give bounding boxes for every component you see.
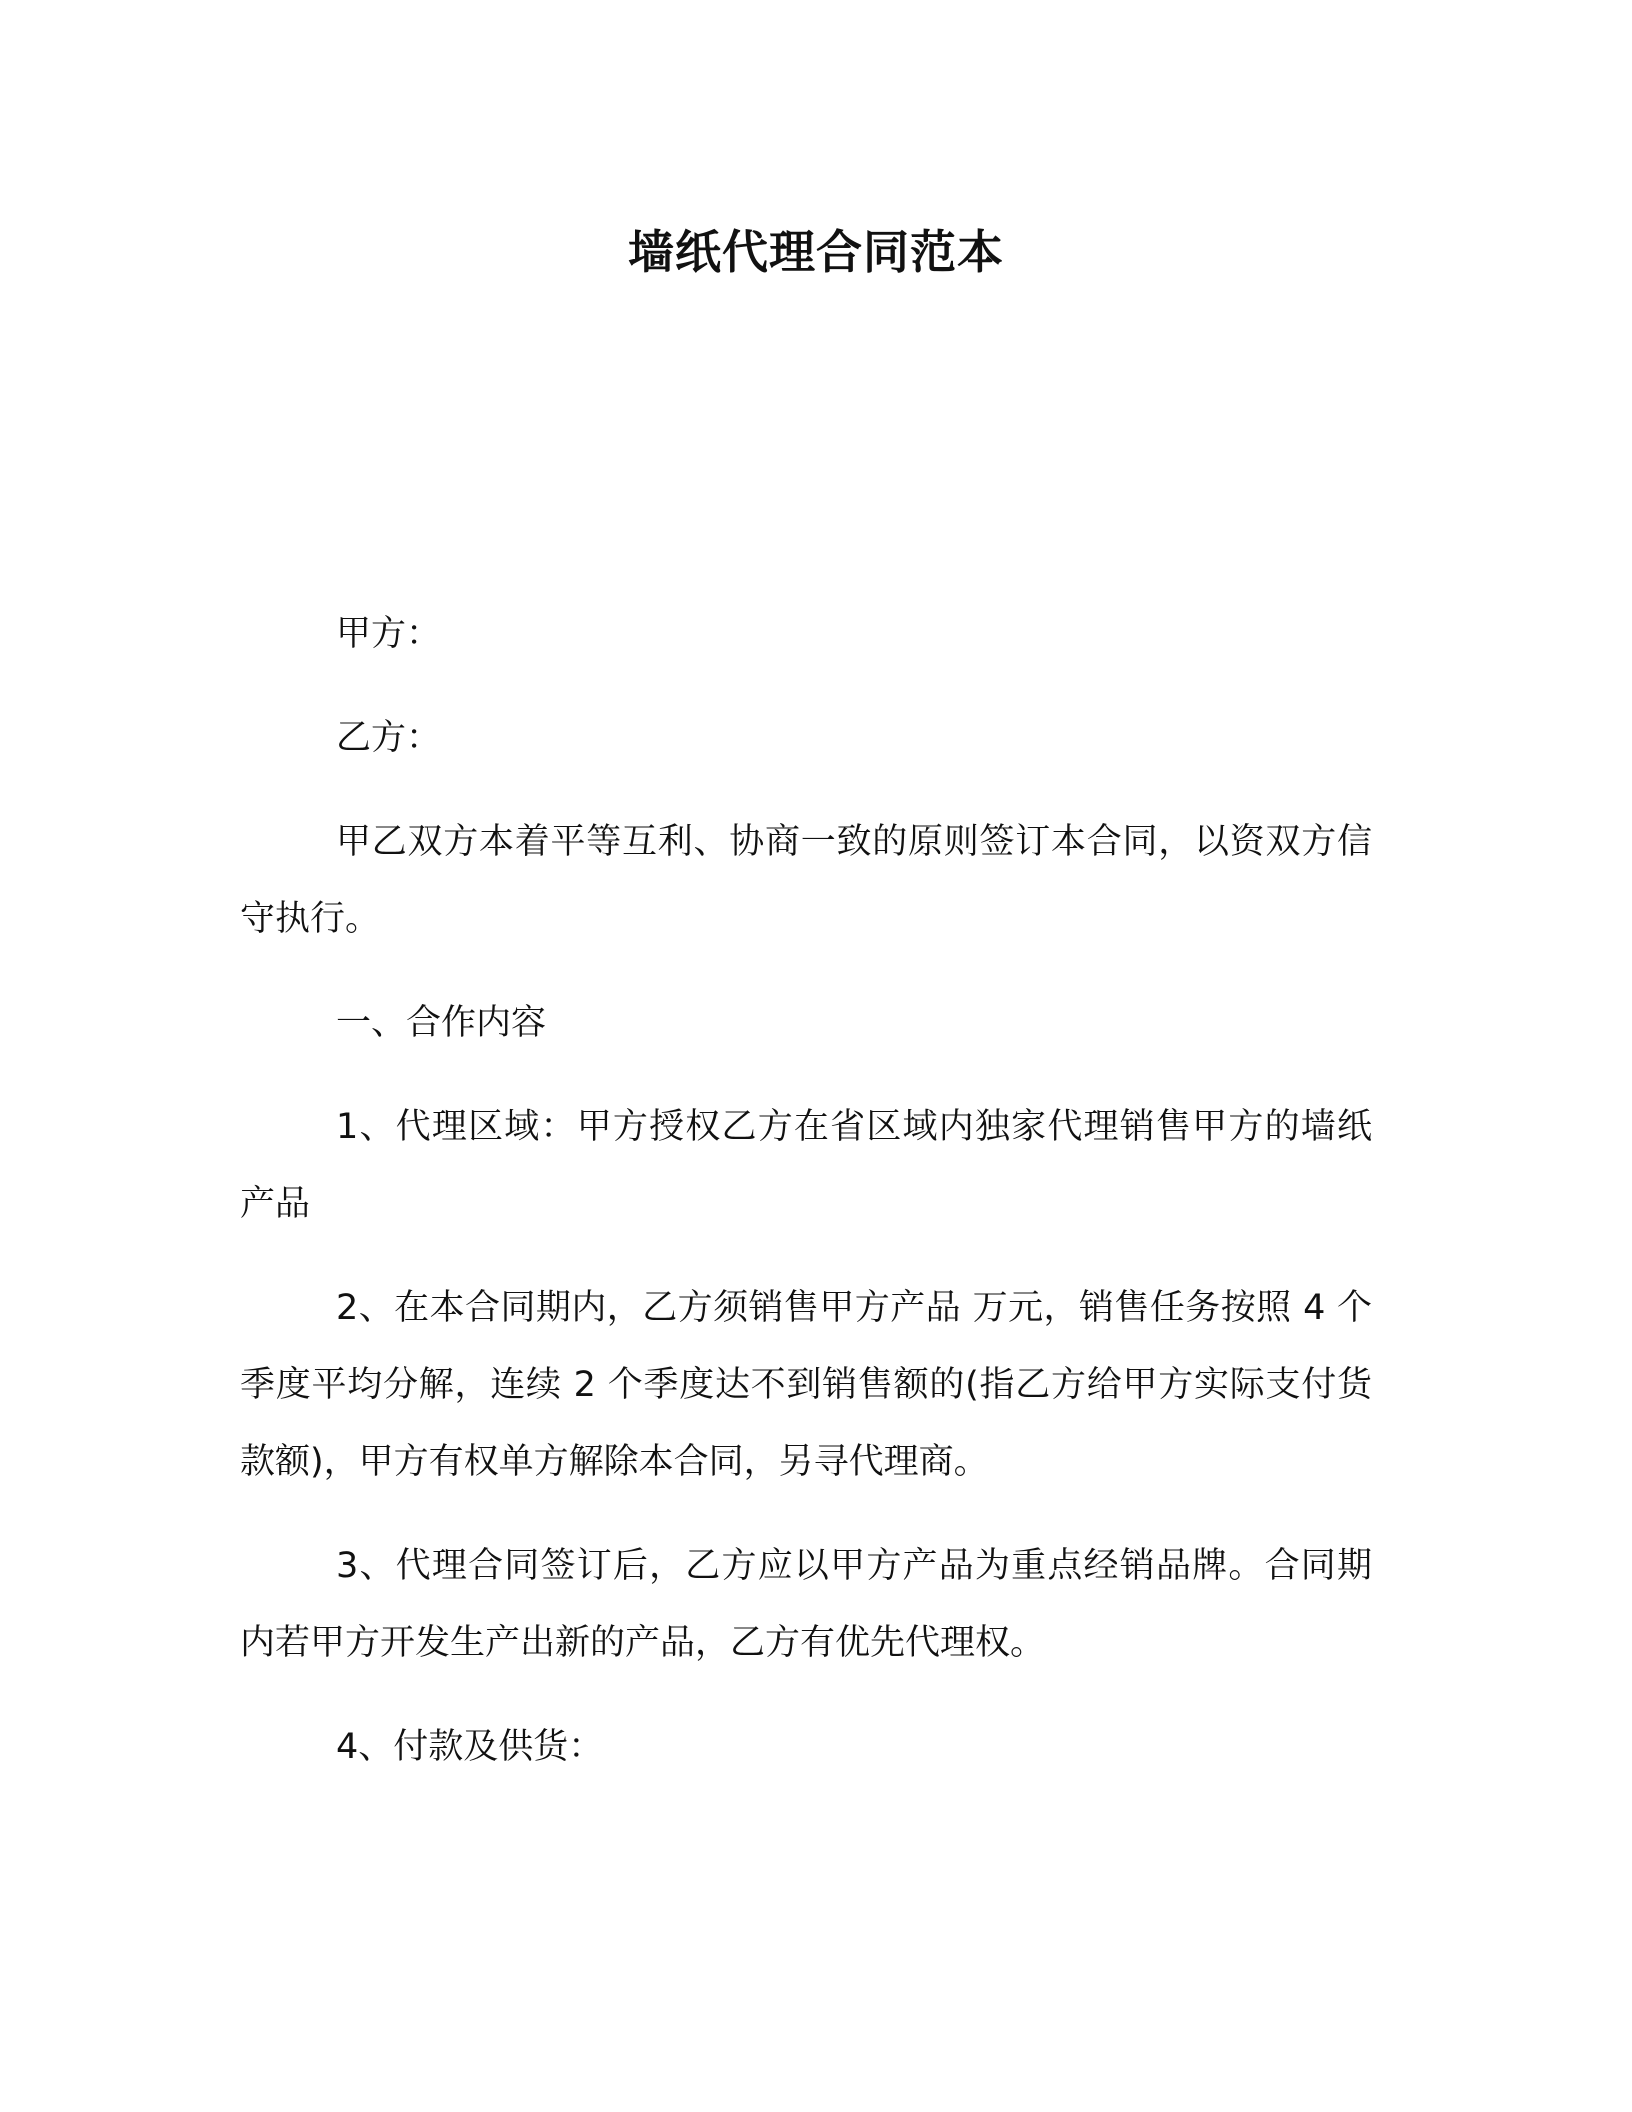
party-b-line: 乙方： [336, 718, 442, 758]
clause-2: 2、在本合同期内，乙方须销售甲方产品 万元，销售任务按照 4 个季度平均分解，连续 2 个季度达不到销售额的(指乙方给甲方实际支付货款额)，甲方有权单方解除本合同，另寻代理商。 [240, 1288, 1372, 1482]
clause-3: 3、代理合同签订后，乙方应以甲方产品为重点经销品牌。合同期内若甲方开发生产出新的产品，乙方有优先代理权。 [240, 1546, 1372, 1663]
party-a-line: 甲方： [336, 614, 442, 654]
clause-4: 4、付款及供货： [336, 1727, 604, 1767]
document-title: 墙纸代理合同范本 [628, 225, 1004, 279]
section-heading: 一、合作内容 [336, 1003, 547, 1043]
clause-1: 1、代理区域：甲方授权乙方在省区域内独家代理销售甲方的墙纸产品 [240, 1107, 1372, 1224]
preamble-paragraph: 甲乙双方本着平等互利、协商一致的原则签订本合同，以资双方信守执行。 [240, 822, 1372, 939]
document-body [240, 596, 1372, 1813]
